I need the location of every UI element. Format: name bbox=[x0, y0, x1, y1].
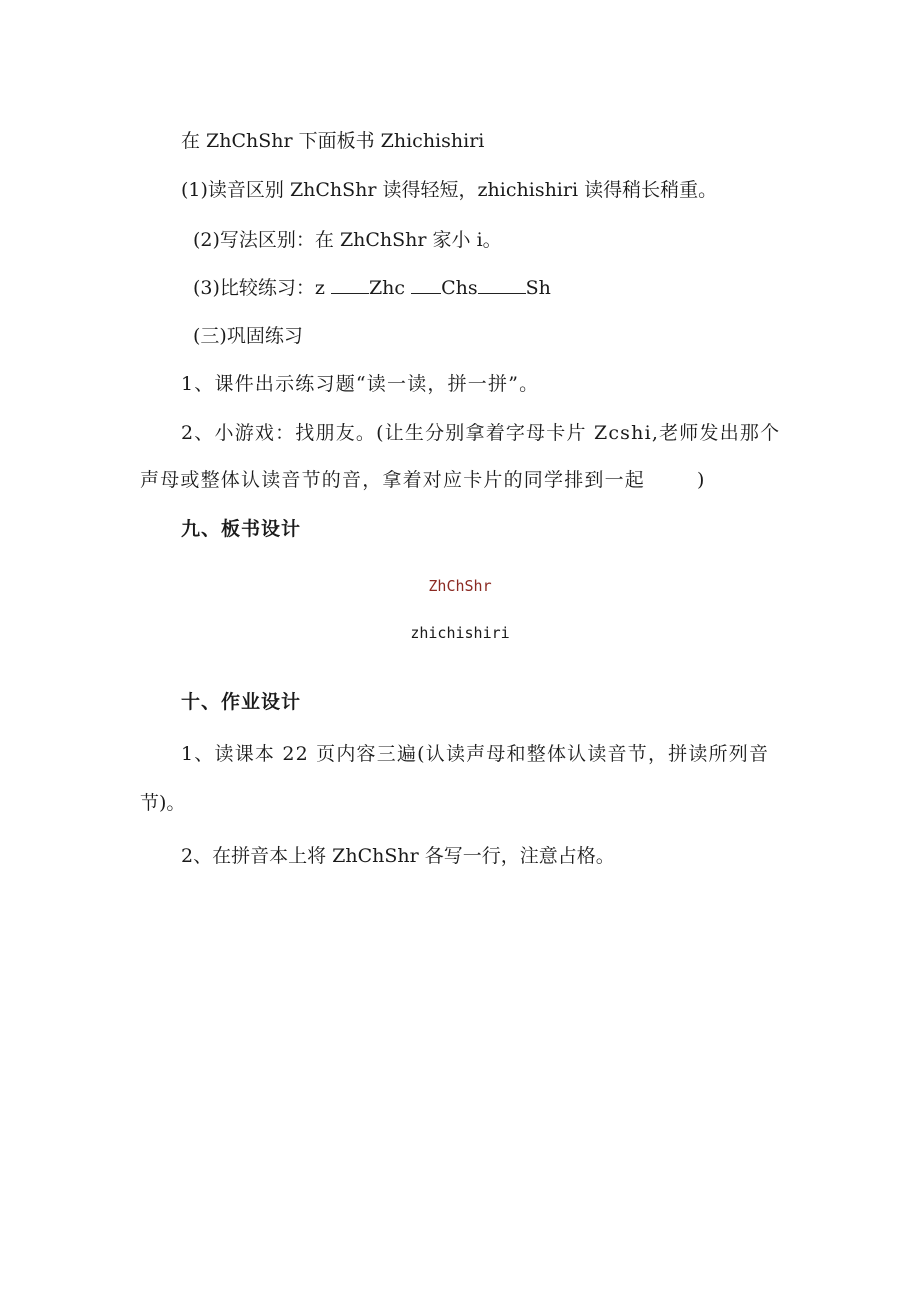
comparison-item-c: Sh bbox=[525, 277, 551, 299]
comparison-item-b: Chs bbox=[441, 277, 478, 299]
paragraph-line-8 bbox=[140, 467, 706, 493]
fill-blank-2 bbox=[411, 275, 441, 294]
fill-blank-3 bbox=[478, 275, 526, 294]
paragraph-line-1: 在 ZhChShr 下面板书 Zhichishiri bbox=[181, 130, 485, 152]
homework-item-1-continued: 节)。 bbox=[140, 792, 186, 814]
paragraph-line-8-text: 声母或整体认读音节的音，拿着对应卡片的同学排到一起 bbox=[140, 469, 646, 491]
paragraph-line-4 bbox=[193, 275, 551, 301]
paragraph-line-7: 2、小游戏：找朋友。(让生分别拿着字母卡片 Zcshi,老师发出那个 bbox=[181, 422, 781, 444]
paragraph-line-2: (1)读音区别 ZhChShr 读得轻短，zhichishiri 读得稍长稍重。 bbox=[181, 179, 718, 201]
board-line-1: ZhChShr bbox=[428, 577, 492, 595]
fill-blank-1 bbox=[331, 275, 369, 294]
section-9-title: 九、板书设计 bbox=[181, 518, 302, 540]
section-10-title: 十、作业设计 bbox=[181, 691, 302, 713]
paragraph-line-3: (2)写法区别：在 ZhChShr 家小 i。 bbox=[193, 229, 502, 251]
paragraph-line-5: (三)巩固练习 bbox=[193, 325, 303, 347]
homework-item-1: 1、读课本 22 页内容三遍(认读声母和整体认读音节，拼读所列音 bbox=[181, 743, 770, 765]
comparison-prefix: (3)比较练习：z bbox=[193, 277, 331, 299]
paragraph-line-6: 1、课件出示练习题“读一读，拼一拼”。 bbox=[181, 373, 540, 395]
board-line-2: zhichishiri bbox=[410, 624, 510, 642]
homework-item-2: 2、在拼音本上将 ZhChShr 各写一行，注意占格。 bbox=[181, 845, 615, 867]
comparison-item-a: Zhc bbox=[368, 277, 412, 299]
paragraph-line-8-close: ) bbox=[697, 469, 706, 491]
